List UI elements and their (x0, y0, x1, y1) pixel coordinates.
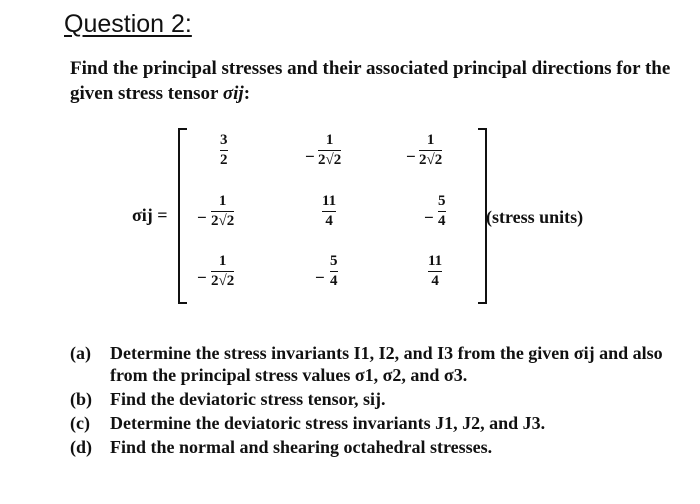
matrix-r1c2: 1 2√2 (318, 132, 342, 168)
item-text: Find the deviatoric stress tensor, sij. (110, 389, 386, 409)
tensor-symbol: σij (222, 83, 244, 104)
item-label: (c) (70, 413, 90, 433)
problem-statement (70, 56, 680, 106)
sub-question-b (70, 388, 690, 410)
matrix-r3c3: 11 4 (428, 253, 443, 289)
matrix-r2c1: 1 2√2 (211, 193, 235, 229)
question-heading: Question 2: (64, 10, 192, 38)
sub-question-a (70, 342, 690, 386)
matrix-r3c1: 1 2√2 (211, 253, 235, 289)
matrix-label: σij = (132, 205, 168, 225)
item-label: (a) (70, 343, 91, 363)
item-text: Find the normal and shearing octahedral stresses. (110, 437, 493, 457)
matrix-r3c2-sign: − (315, 268, 325, 287)
matrix-r1c2-sign: − (305, 147, 315, 166)
matrix-r3c2: 5 4 (330, 253, 338, 289)
sub-questions (70, 342, 690, 460)
matrix-r3c1-sign: − (197, 268, 207, 287)
item-label: (d) (70, 437, 92, 457)
intro-text: Find the principal stresses and their associated principal directions for the given stress tensor (70, 58, 671, 104)
item-text: Determine the deviatoric stress invariants J1, J2, and J3. (110, 413, 546, 433)
matrix-r1c1: 3 2 (220, 132, 228, 168)
sub-question-d (70, 436, 690, 458)
matrix-r2c3: 5 4 (438, 193, 446, 229)
stress-units-label: (stress units) (486, 207, 584, 227)
sub-question-c (70, 412, 690, 434)
matrix-r2c1-sign: − (197, 208, 207, 227)
matrix-r1c3: 1 2√2 (419, 132, 443, 168)
item-label: (b) (70, 389, 92, 409)
item-text: Determine the stress invariants I1, I2, and I3 from the given σij and also from the principal stress values σ1, σ2, and σ3. (110, 343, 663, 385)
matrix-r1c3-sign: − (406, 147, 416, 166)
left-bracket (178, 128, 187, 304)
matrix-r2c3-sign: − (424, 208, 434, 227)
matrix-r2c2: 11 4 (322, 193, 337, 229)
intro-colon: : (243, 83, 251, 104)
